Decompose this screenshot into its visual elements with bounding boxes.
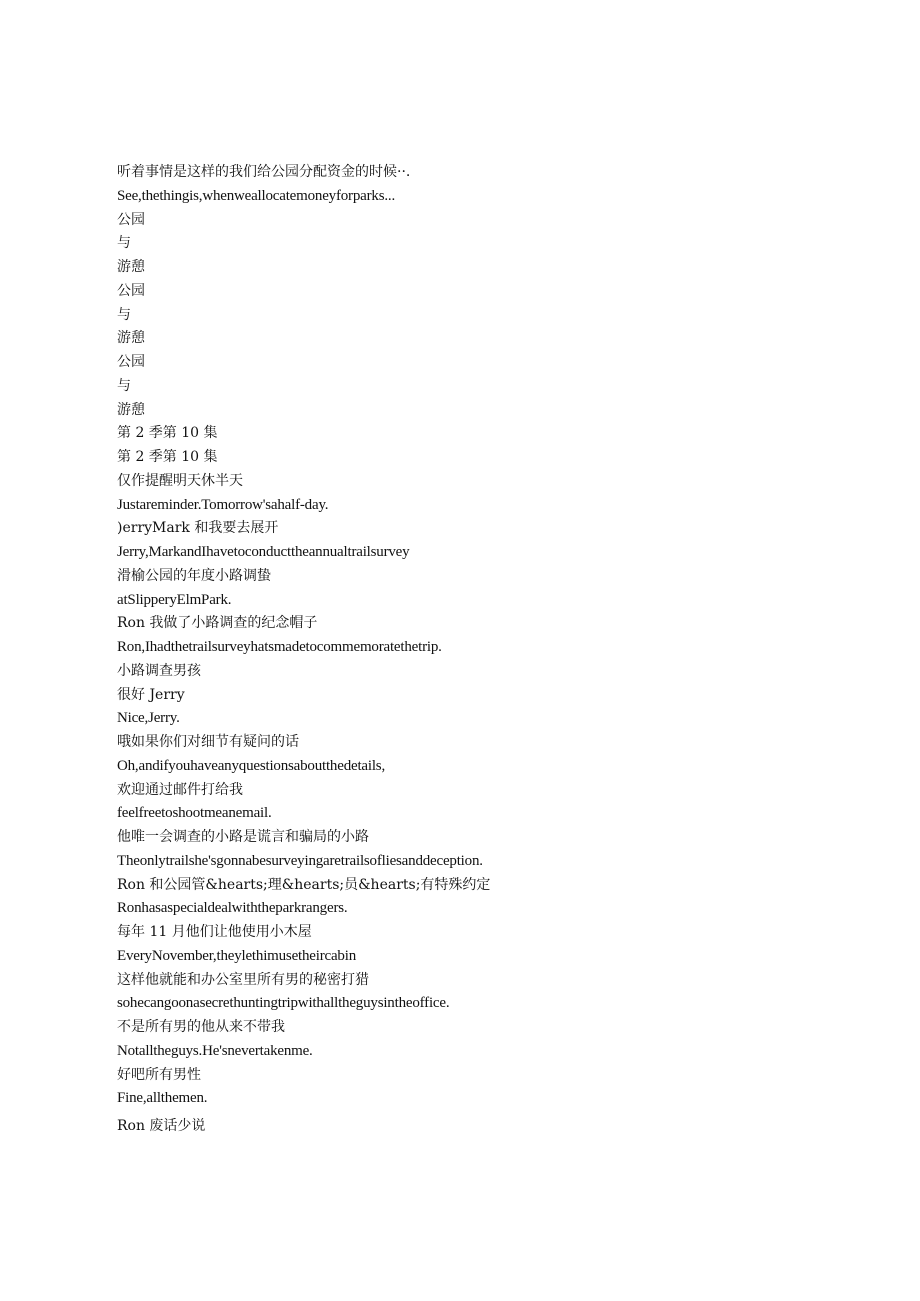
english-line: Nice,Jerry. bbox=[117, 710, 180, 727]
english-line: See,thethingis,whenweallocatemoneyforparks... bbox=[117, 187, 395, 204]
chinese-line: Ron 和公园管&hearts;理&hearts;员&hearts;有特殊约定 bbox=[117, 876, 491, 893]
english-line: Ron,Ihadthetrailsurveyhatsmadetocommemoratethetrip. bbox=[117, 639, 442, 655]
chinese-line: 听着事情是这样的我们给公园分配资金的时候··. bbox=[117, 164, 411, 180]
english-line: Justareminder.Tomorrow'sahalf-day. bbox=[117, 496, 329, 513]
english-line: Oh,andifyouhaveanyquestionsaboutthedetails, bbox=[117, 757, 385, 774]
transcript-lines bbox=[117, 161, 877, 1139]
english-line: atSlipperyElmPark. bbox=[117, 591, 232, 608]
english-line: Jerry,MarkandIhavetoconducttheannualtrailsurvey bbox=[117, 544, 410, 560]
chinese-line: 游憩 bbox=[117, 259, 145, 275]
english-line: Notalltheguys.He'snevertakenme. bbox=[117, 1042, 313, 1059]
chinese-line: 公园 bbox=[117, 211, 145, 228]
chinese-line: )erryMark 和我要去展开 bbox=[117, 520, 279, 537]
chinese-line: Ron 我做了小路调查的纪念帽子 bbox=[117, 615, 318, 632]
english-line: feelfreetoshootmeanemail. bbox=[117, 805, 272, 822]
chinese-line: 与 bbox=[117, 306, 131, 323]
chinese-line: 每年 11 月他们让他使用小木屋 bbox=[117, 924, 312, 940]
english-line: Ronhasaspecialdealwiththeparkrangers. bbox=[117, 900, 348, 917]
english-line: Fine,allthemen. bbox=[117, 1090, 208, 1107]
chinese-line: 游憩 bbox=[117, 330, 145, 347]
chinese-line: 第 2 季第 10 集 bbox=[117, 425, 218, 442]
chinese-line: 游憩 bbox=[117, 401, 145, 418]
english-line: sohecangoonasecrethuntingtripwithalltheguysintheoffice. bbox=[117, 995, 450, 1012]
chinese-line: 好吧所有男性 bbox=[117, 1066, 201, 1083]
chinese-line: 公园 bbox=[117, 354, 145, 370]
chinese-line: Ron 废话少说 bbox=[117, 1118, 206, 1134]
chinese-line: 这样他就能和办公室里所有男的秘密打猎 bbox=[117, 971, 369, 988]
chinese-line: 很好 Jerry bbox=[117, 686, 185, 703]
chinese-line: 与 bbox=[117, 377, 131, 394]
chinese-line: 滑榆公园的年度小路调蛰 bbox=[117, 567, 271, 584]
chinese-line: 欢迎通过邮件打给我 bbox=[117, 781, 243, 798]
chinese-line: 小路调查男孩 bbox=[117, 662, 201, 679]
chinese-line: 与 bbox=[117, 235, 131, 252]
chinese-line: 不是所有男的他从来不带我 bbox=[117, 1019, 285, 1035]
chinese-line: 仅作提醒明天休半天 bbox=[117, 472, 243, 489]
english-line: Theonlytrailshe'sgonnabesurveyingaretrailsofliesanddeception. bbox=[117, 852, 483, 869]
chinese-line: 公园 bbox=[117, 282, 145, 299]
chinese-line: 第 2 季第 10 集 bbox=[117, 449, 218, 465]
chinese-line: 他唯一会调查的小路是谎言和骗局的小路 bbox=[117, 829, 369, 845]
chinese-line: 哦如果你们对细节有疑问的话 bbox=[117, 734, 299, 750]
english-line: EveryNovember,theylethimusetheircabin bbox=[117, 947, 356, 964]
